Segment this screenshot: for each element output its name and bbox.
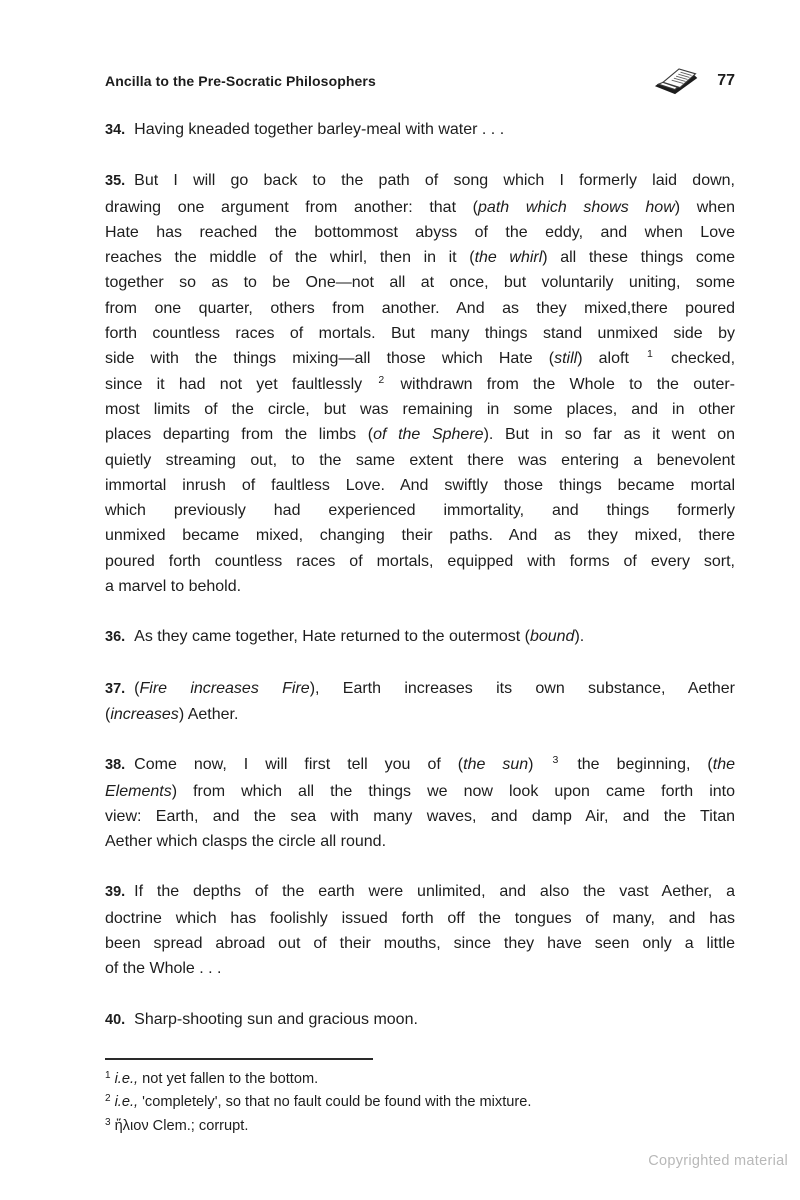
text-line: [105, 906, 735, 931]
text-line: [105, 195, 735, 220]
text-line: [105, 473, 735, 498]
body-text: side with the things mixing—all those which Hate (: [105, 350, 555, 368]
body-text: poured forth countless races of mortals, equipped with forms of every sort,: [105, 552, 735, 570]
body-text: Come now, I will first tell you of (: [134, 756, 464, 774]
body-text: (: [134, 679, 140, 697]
italic-text: i.e.,: [114, 1094, 139, 1111]
text-line: [105, 321, 735, 346]
text-line: [105, 624, 735, 650]
text-line: [105, 752, 735, 778]
text-line: [105, 779, 735, 804]
italic-text: Fire increases Fire: [139, 679, 310, 697]
fragment-37: [105, 676, 735, 728]
body-text: view: Earth, and the sea with many waves, and damp Air, and the Titan: [105, 807, 735, 825]
italic-text: of the Sphere: [373, 426, 484, 444]
body-text: together so as to be One—not all at once, but voluntarily uniting, some: [105, 274, 735, 292]
fragment-38: [105, 752, 735, 854]
body-text: ).: [574, 628, 585, 646]
text-line: [105, 676, 735, 702]
text-line: [105, 931, 735, 956]
footnote-number: 3: [105, 1116, 111, 1128]
body-text: Aether which clasps the circle all round.: [105, 833, 387, 851]
body-text: most limits of the circle, but was remaining in some places, and in other: [105, 400, 735, 418]
fragment-34: [105, 117, 735, 143]
fragment-number: 36.: [105, 629, 126, 646]
text-line: [105, 829, 735, 854]
body-text: ) from which all the things we now look upon came forth into: [171, 782, 735, 800]
body-text: But I will go back to the path of song which I formerly laid down,: [134, 172, 735, 190]
footnote-1: [105, 1068, 735, 1092]
copyright-watermark: Copyrighted material: [648, 1153, 788, 1169]
text-line: [105, 220, 735, 245]
body-text: If the depths of the earth were unlimited, and also the vast Aether, a: [134, 883, 735, 901]
body-text: the beginning, (: [560, 756, 713, 774]
italic-text: increases: [110, 705, 179, 723]
body-text: ) Aether.: [178, 705, 239, 723]
body-text: a marvel to behold.: [105, 578, 242, 596]
text-line: [105, 117, 735, 143]
fragment-number: 37.: [105, 680, 126, 697]
text-line: [105, 498, 735, 523]
body-text: quietly streaming out, to the same extent there was entering a benevolent: [105, 451, 735, 469]
body-text: ) aloft: [577, 350, 646, 368]
footnote-reference: 2: [378, 373, 385, 386]
fragment-36: [105, 624, 735, 650]
fragment-number: 34.: [105, 122, 126, 138]
body-text: withdrawn from the Whole to the outer-: [386, 375, 735, 393]
text-line: [105, 804, 735, 829]
italic-text: path which shows how: [478, 198, 675, 216]
footnote-separator: [105, 1058, 373, 1060]
text-line: [105, 346, 735, 371]
footnote-2: [105, 1091, 735, 1115]
body-text: ) all these things come: [542, 249, 735, 267]
footnote-text: ἥλιον Clem.; corrupt.: [114, 1117, 249, 1134]
text-line: [105, 270, 735, 295]
body-text: checked,: [654, 350, 736, 368]
body-text: ) when: [674, 198, 735, 216]
text-line: [105, 245, 735, 270]
italic-text: the sun: [463, 756, 529, 774]
body-text: unmixed became mixed, changing their paths. And as they mixed, there: [105, 527, 735, 545]
italic-text: the: [712, 756, 736, 774]
body-text: which previously had experienced immortality, and things formerly: [105, 502, 735, 520]
body-text: since it had not yet faultlessly: [105, 375, 377, 393]
footnote-number: 1: [105, 1069, 111, 1081]
fragment-number: 39.: [105, 884, 126, 901]
footnotes-list: [105, 1068, 735, 1139]
text-line: [105, 296, 735, 321]
text-line: [105, 372, 735, 397]
text-line: [105, 702, 735, 727]
body-text: (: [105, 705, 111, 723]
body-text: drawing one argument from another: that (: [105, 198, 479, 216]
body-text: places departing from the limbs (: [105, 426, 374, 444]
text-line: [105, 879, 735, 905]
italic-text: bound: [529, 628, 575, 646]
body-text: ): [528, 756, 551, 774]
text-line: [105, 168, 735, 194]
page-number: 77: [717, 72, 735, 89]
text-line: [105, 448, 735, 473]
italic-text: Elements: [105, 782, 172, 800]
footnote-text: 'completely', so that no fault could be found with the mixture.: [138, 1094, 532, 1111]
body-text: from one quarter, others from another. And as they mixed,there poured: [105, 299, 735, 317]
open-book-icon: [653, 66, 699, 96]
body-text: of the Whole . . .: [105, 960, 222, 978]
fragment-number: 35.: [105, 173, 126, 190]
body-text: immortal inrush of faultless Love. And swiftly those things became mortal: [105, 476, 735, 494]
body-text: As they came together, Hate returned to the outermost (: [134, 628, 530, 646]
footnotes-section: [105, 1058, 735, 1139]
body-text: ). But in so far as it went on: [483, 426, 735, 444]
body-text: Having kneaded together barley-meal with water . . .: [134, 121, 505, 138]
fragment-40: [105, 1007, 735, 1033]
text-line: [105, 574, 735, 599]
fragment-35: [105, 168, 735, 599]
footnote-3: [105, 1115, 735, 1139]
body-text: forth countless races of mortals. But many things stand unmixed side by: [105, 325, 735, 343]
text-line: [105, 549, 735, 574]
running-title: Ancilla to the Pre-Socratic Philosophers: [105, 73, 376, 89]
page-header: [105, 66, 735, 96]
text-line: [105, 397, 735, 422]
footnote-reference: 3: [552, 754, 559, 767]
body-text: been spread abroad out of their mouths, since they have seen only a little: [105, 935, 735, 953]
footnote-text: not yet fallen to the bottom.: [138, 1070, 319, 1087]
text-line: [105, 956, 735, 981]
footnote-reference: 1: [647, 348, 653, 361]
fragment-39: [105, 879, 735, 981]
footnote-number: 2: [105, 1093, 111, 1105]
italic-text: the whirl: [474, 249, 543, 267]
body-text: reaches the middle of the whirl, then in it (: [105, 249, 475, 267]
italic-text: still: [554, 350, 578, 368]
text-line: [105, 523, 735, 548]
fragments: [105, 117, 735, 1033]
body-text: Sharp-shooting sun and gracious moon.: [134, 1010, 418, 1028]
body-text: ), Earth increases its own substance, Aether: [309, 679, 736, 697]
text-line: [105, 1007, 735, 1033]
fragment-number: 40.: [105, 1011, 126, 1028]
body-text: Hate has reached the bottommost abyss of the eddy, and when Love: [105, 223, 735, 241]
body-text: doctrine which has foolishly issued forth off the tongues of many, and has: [105, 909, 735, 927]
text-line: [105, 422, 735, 447]
italic-text: i.e.,: [114, 1070, 139, 1087]
fragment-number: 38.: [105, 757, 126, 774]
